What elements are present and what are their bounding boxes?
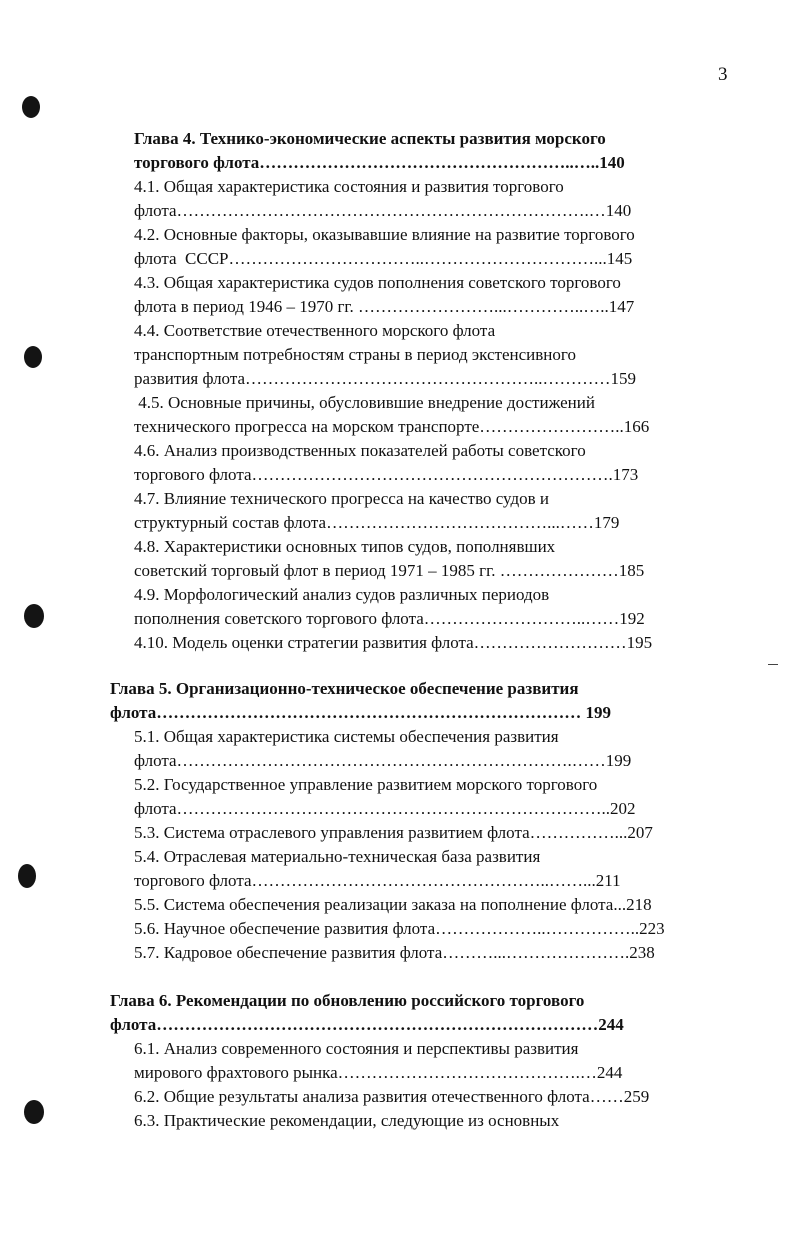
toc-entry-5-6: 5.6. Научное обеспечение развития флота………………..……………..223 — [134, 919, 665, 938]
toc-entry-4-9-cont: пополнения советского торгового флота………………………..……192 — [134, 609, 645, 628]
chapter-6-title-cont: флота……………………………………………………………………244 — [110, 1015, 624, 1034]
margin-tick — [768, 664, 778, 665]
toc-entry-6-1-cont: мирового фрахтового рынка…………………………………….…244 — [134, 1063, 623, 1082]
toc-entry-4-4: 4.4. Соответствие отечественного морского флота — [134, 321, 496, 340]
hole-punch-mark — [24, 1100, 44, 1124]
toc-entry-5-1-cont: флота…………………………………………………………….……199 — [134, 751, 632, 770]
page-number: 3 — [718, 64, 728, 85]
chapter-4-title-cont: торгового флота………………………………………………..…..140 — [134, 153, 625, 172]
chapter-4-title: Глава 4. Технико-экономические аспекты развития морского — [134, 129, 606, 148]
toc-entry-4-4-cont: транспортным потребностям страны в период экстенсивного — [134, 345, 576, 364]
toc-entry-5-4: 5.4. Отраслевая материально-техническая база развития — [134, 847, 541, 866]
toc-entry-4-8-cont: советский торговый флот в период 1971 – 1985 гг. …………………185 — [134, 561, 645, 580]
toc-entry-6-3: 6.3. Практические рекомендации, следующие из основных — [134, 1111, 560, 1130]
hole-punch-mark — [24, 604, 44, 628]
toc-entry-6-1: 6.1. Анализ современного состояния и перспективы развития — [134, 1039, 579, 1058]
toc-entry-4-2: 4.2. Основные факторы, оказывавшие влияние на развитие торгового — [134, 225, 635, 244]
toc-entry-4-8: 4.8. Характеристики основных типов судов, пополнявших — [134, 537, 556, 556]
toc-entry-5-2-cont: флота…………………………………………………………………..202 — [134, 799, 636, 818]
toc-entry-4-9: 4.9. Морфологический анализ судов различных периодов — [134, 585, 550, 604]
chapter-6-title: Глава 6. Рекомендации по обновлению российского торгового — [110, 991, 585, 1010]
toc-entry-4-2-cont: флота СССР……………………………..…………………………...145 — [134, 249, 633, 268]
toc-entry-5-5: 5.5. Система обеспечения реализации заказа на пополнение флота...218 — [134, 895, 652, 914]
toc-entry-4-7: 4.7. Влияние технического прогресса на качество судов и — [134, 489, 550, 508]
toc-entry-6-2: 6.2. Общие результаты анализа развития отечественного флота……259 — [134, 1087, 650, 1106]
toc-entry-4-1-cont: флота……………………………………………………………….…140 — [134, 201, 632, 220]
toc-entry-4-10: 4.10. Модель оценки стратегии развития флота………………………195 — [134, 633, 653, 652]
toc-entry-5-4-cont: торгового флота……………………………………………..……...211 — [134, 871, 621, 890]
toc-entry-4-6-cont: торгового флота……………………………………………………….173 — [134, 465, 639, 484]
toc-entry-5-2: 5.2. Государственное управление развитием морского торгового — [134, 775, 598, 794]
toc-entry-5-3: 5.3. Система отраслевого управления развитием флота……………...207 — [134, 823, 653, 842]
toc-entry-5-1: 5.1. Общая характеристика системы обеспечения развития — [134, 727, 559, 746]
hole-punch-mark — [22, 96, 40, 118]
toc-entry-4-5-cont: технического прогресса на морском транспорте……………………..166 — [134, 417, 650, 436]
toc-entry-5-7: 5.7. Кадровое обеспечение развития флота………...………………….238 — [134, 943, 655, 962]
chapter-5-title-cont: флота………………………………………………………………… 199 — [110, 703, 611, 722]
toc-entry-4-3: 4.3. Общая характеристика судов пополнения советского торгового — [134, 273, 621, 292]
toc-entry-4-7-cont: структурный состав флота…………………………………...……179 — [134, 513, 620, 532]
toc-entry-4-6: 4.6. Анализ производственных показателей работы советского — [134, 441, 586, 460]
toc-entry-4-1: 4.1. Общая характеристика состояния и развития торгового — [134, 177, 564, 196]
toc-entry-4-3-cont: флота в период 1946 – 1970 гг. ……………………...…………..…..147 — [134, 297, 635, 316]
toc-entry-4-5: 4.5. Основные причины, обусловившие внедрение достижений — [134, 393, 595, 412]
chapter-5-title: Глава 5. Организационно-техническое обеспечение развития — [110, 679, 579, 698]
hole-punch-mark — [18, 864, 36, 888]
hole-punch-mark — [24, 346, 42, 368]
toc-entry-4-4-cont2: развития флота……………………………………………..…………159 — [134, 369, 637, 388]
